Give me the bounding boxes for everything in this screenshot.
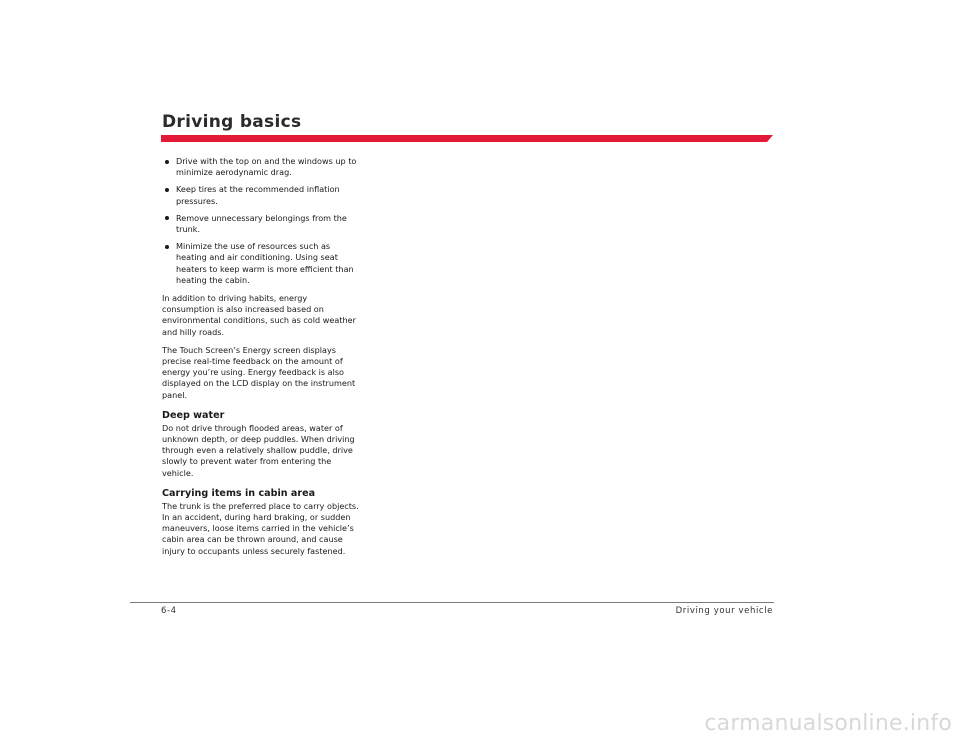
content-column <box>162 156 362 564</box>
list-item <box>162 213 362 235</box>
paragraph-energy-screen: The Touch Screen’s Energy screen displays precise real-time feedback on the amount of energy you’re using. Energy feedback is also displayed on the LCD display on the instrument panel. <box>162 344 356 400</box>
list-item-text: Minimize the use of resources such as heating and air conditioning. Using seat heaters to keep warm is more efficient than heating the cabin. <box>176 241 354 285</box>
footer-divider <box>130 602 774 603</box>
paragraph-deep-water: Do not drive through flooded areas, water of unknown depth, or deep puddles. When driving through even a relatively shallow puddle, drive slowly to prevent water from entering the vehicle. <box>162 422 355 478</box>
tips-list <box>162 156 362 286</box>
bullet-icon <box>165 188 169 192</box>
bullet-icon <box>165 245 169 249</box>
bullet-icon <box>165 160 169 164</box>
bullet-icon <box>165 216 169 220</box>
heading-deep-water: Deep water <box>162 409 225 421</box>
watermark-text: carmanualsonline.info <box>704 711 952 736</box>
chapter-name: Driving your vehicle <box>675 606 773 616</box>
page-title: Driving basics <box>162 112 302 132</box>
list-item-text: Keep tires at the recommended inflation pressures. <box>176 184 340 206</box>
paragraph-carrying-items: The trunk is the preferred place to carry objects. In an accident, during hard braking, or sudden maneuvers, loose items carried in the vehicle’s cabin area can be thrown around, and cause injury to occupants unless securely fastened. <box>162 500 359 556</box>
page-number: 6-4 <box>161 606 177 616</box>
list-item <box>162 156 362 178</box>
list-item-text: Remove unnecessary belongings from the trunk. <box>176 212 347 235</box>
list-item <box>162 241 362 286</box>
list-item <box>162 184 362 206</box>
list-item-text: Drive with the top on and the windows up to minimize aerodynamic drag. <box>176 156 357 178</box>
paragraph-environment: In addition to driving habits, energy consumption is also increased based on environmental conditions, such as cold weather and hilly roads. <box>162 293 356 337</box>
title-underline-bar <box>161 135 773 142</box>
heading-carrying-items: Carrying items in cabin area <box>162 487 316 499</box>
